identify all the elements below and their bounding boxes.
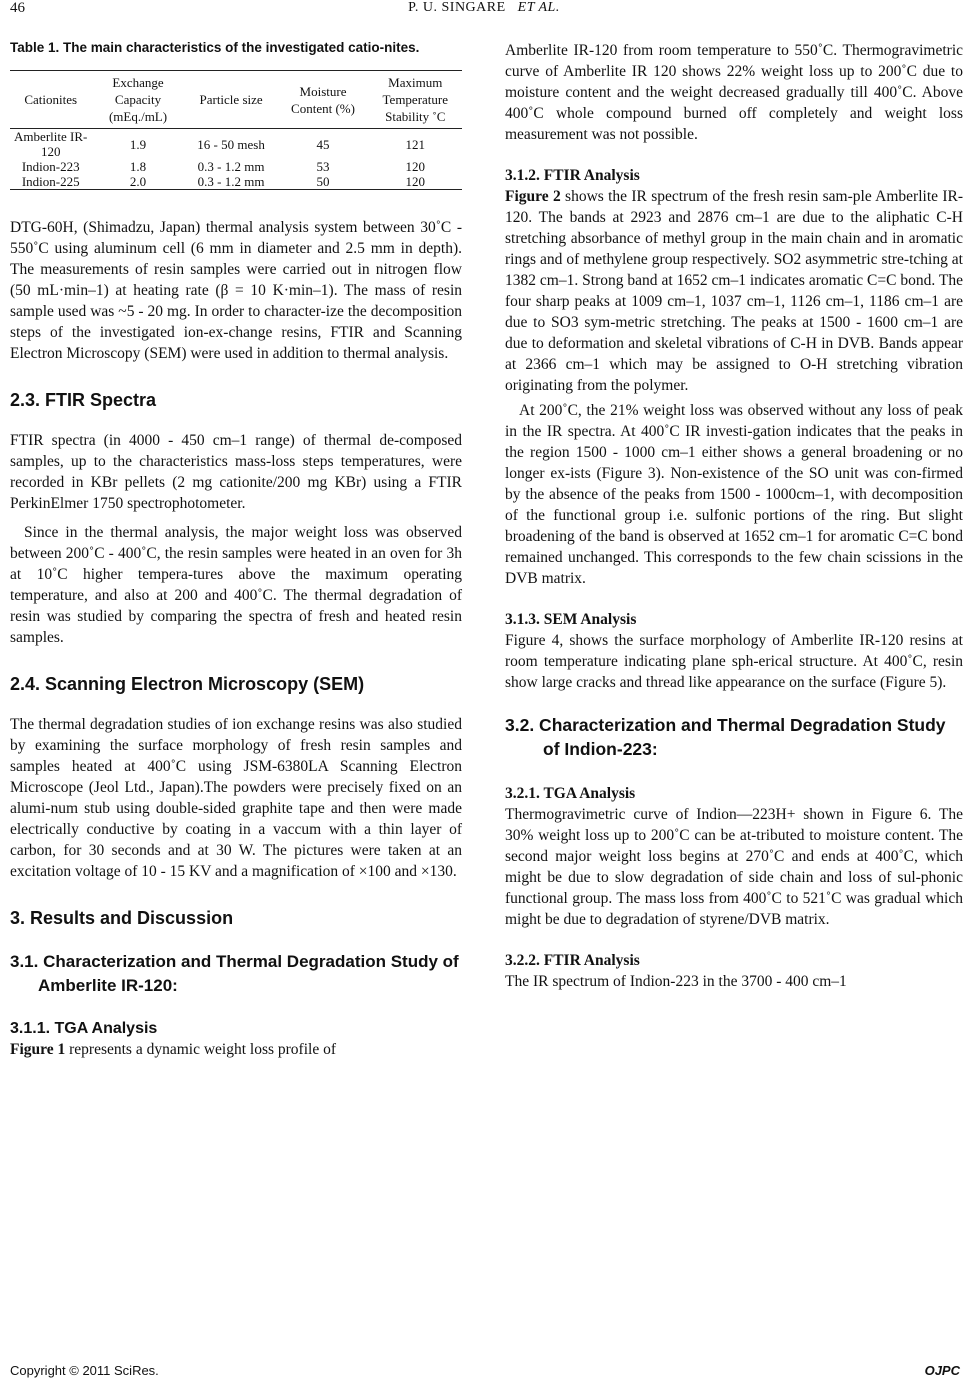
copyright-footer: Copyright © 2011 SciRes.	[10, 1363, 159, 1378]
table-cell: 0.3 - 1.2 mm	[197, 174, 265, 189]
body-paragraph: The IR spectrum of Indion-223 in the 3700 - 400 cm–1	[505, 973, 847, 990]
table-cell: 2.0	[129, 174, 147, 189]
table-cell: 53	[316, 159, 330, 174]
table-cell: 45	[316, 136, 330, 152]
table-cell: 121	[405, 136, 426, 152]
running-title: P. U. SINGARE	[408, 0, 506, 15]
body-paragraph: FTIR spectra (in 4000 - 450 cm–1 range) of thermal de-composed samples, up to the characteristics mass-loss steps temperatures, were recorded in KBr pellets (2 mg cationite/200 mg KBr) using a FTIR PerkinElmer 1750 spectrophotometer.	[10, 432, 462, 512]
subsection-heading: 3.2.2. FTIR Analysis	[505, 952, 640, 969]
journal-footer: OJPC	[924, 1363, 960, 1378]
table-row	[10, 129, 462, 160]
subsection-heading: 3.1.2. FTIR Analysis	[505, 167, 640, 184]
table-header: Exchange Capacity (mEq./mL)	[108, 75, 168, 124]
table-header: Cationites	[24, 92, 78, 107]
table-row	[10, 159, 462, 174]
table-cell: Indion-225	[21, 174, 80, 189]
section-heading: 2.3. FTIR Spectra	[10, 390, 157, 410]
table-cell: Indion-223	[21, 159, 80, 174]
table-header: Particle size	[199, 92, 263, 107]
subsection-heading: 3.1.3. SEM Analysis	[505, 611, 637, 628]
paragraph-text: represents a dynamic weight loss profile of	[65, 1041, 336, 1058]
table-cell: 120	[405, 174, 426, 189]
section-heading: 3. Results and Discussion	[10, 908, 234, 928]
figure-reference: Figure 1	[10, 1041, 66, 1058]
running-etal: ET AL.	[517, 0, 560, 15]
table-cell: 120	[405, 159, 426, 174]
table-cell: Amberlite IR-120	[14, 129, 88, 159]
table-header: Moisture Content (%)	[291, 83, 355, 116]
table-cell: 16 - 50 mesh	[197, 136, 265, 152]
right-column	[505, 40, 963, 992]
body-paragraph: Thermogravimetric curve of Indion—223H+ shown in Figure 6. The 30% weight loss up to 200˚C can be at-tributed to moisture content. The second major weight loss begins at 270˚C and ends at 400˚C, which might be due to slow degradation of side chain and loss of sul-phonic functional group. The mass loss from 400˚C to 521˚C was gradual which might be due to degradation of styrene/DVB matrix.	[505, 806, 963, 928]
page-number: 46	[10, 0, 25, 16]
paragraph-text: shows the IR spectrum of the fresh resin sam-ple Amberlite IR-120. The bands at 2923 and 2876 cm–1 are due to the aliphatic C-H stretching absorbance of methyl group in the main chain and in aromatic rings and of methylene group respectively. SO2 asymmetric stre-tching at 1382 cm–1. Strong band at 1652 cm–1 indicates aromatic C=C bond. The four sharp peaks at 1009 cm–1, 1037 cm–1, 1126 cm–1, 1186 cm–1 are due to SO3 sym-metric stretching. The peaks at 1500 - 1600 cm–1 are due to deformation and skeletal vibrations of C-H in DVB. Bands appear at 2366 cm–1 which may be assigned to O-H stretching vibration originating from the polymer.	[505, 188, 963, 394]
characteristics-table	[10, 70, 462, 190]
table-row	[10, 174, 462, 190]
subsection-heading: 3.1.1. TGA Analysis	[10, 1020, 158, 1037]
body-paragraph: Since in the thermal analysis, the major weight loss was observed between 200˚C - 400˚C, the resin samples were heated in an oven for 3h at 10˚C higher tempera-tures above the maximum operating temperature, and also at 200 and 400˚C. The thermal degradation of resin was studied by comparing the spectra of fresh and heated resin samples.	[10, 524, 462, 646]
table-caption: Table 1. The main characteristics of the investigated catio-nites.	[10, 40, 420, 55]
body-paragraph	[10, 1039, 462, 1060]
table-cell: 1.8	[129, 159, 147, 174]
table-cell: 50	[316, 174, 330, 189]
running-header	[0, 0, 968, 16]
section-heading: 2.4. Scanning Electron Microscopy (SEM)	[10, 674, 365, 694]
table-cell: 0.3 - 1.2 mm	[197, 159, 265, 174]
subsection-heading: 3.2.1. TGA Analysis	[505, 785, 636, 802]
table-header: Maximum Temperature Stability ˚C	[382, 75, 449, 124]
table-cell: 1.9	[129, 136, 147, 152]
body-paragraph	[505, 186, 963, 396]
table-header-row	[10, 71, 462, 129]
left-column	[10, 38, 462, 1060]
body-paragraph: DTG-60H, (Shimadzu, Japan) thermal analysis system between 30˚C - 550˚C using aluminum cell (6 mm in diameter and 2.5 mm in depth). The measurements of resin samples were carried out in nitrogen flow (50 mL·min–1) at heating rate (β = 10 K·min–1). The mass of resin sample used was ~5 - 20 mg. In order to character-ize the decomposition steps of the investigated ion-ex-change resins, FTIR and Scanning Electron Microscopy (SEM) were used in addition to thermal analysis.	[10, 219, 462, 362]
body-paragraph: Figure 4, shows the surface morphology of Amberlite IR-120 resins at room temperature indicating plane sph-erical structure. At 400˚C, resin show large cracks and thread like appearance on the surface (Figure 5).	[505, 632, 963, 691]
figure-reference: Figure 2	[505, 188, 561, 205]
section-heading: 3.2. Characterization and Thermal Degradation Study of Indion-223:	[505, 715, 946, 759]
body-paragraph: The thermal degradation studies of ion exchange resins was also studied by examining the surface morphology of fresh resin samples and samples heated at 400˚C using JSM-6380LA Scanning Electron Microscope (Jeol Ltd., Japan).The powders were precisely fixed on an alumi-num stub using double-sided graphite tape and then were made electrically conductive by coating in a vaccum with a thin layer of carbon, for 30 seconds and at 30 W. The pictures were taken at an excitation voltage of 10 - 15 KV and a magnification of ×100 and ×130.	[10, 716, 462, 880]
body-paragraph: At 200˚C, the 21% weight loss was observed without any loss of peak in the IR spectra. At 400˚C IR investi-gation indicates that the peaks in the region 1500 - 1000 cm–1 either shows a general broadening or no longer ex-ists (Figure 3). Non-existence of the SO unit was con-firmed by the absence of the peaks from 1500 - 1000cm–1, with decomposition of the functional group i.e. sulfonic portions of the ring. But slight broadening of the band is observed at 1652 cm–1 for aromatic C=C bond remained unchanged. This corresponds to the few chain scissions in the DVB matrix.	[505, 402, 963, 587]
section-heading: 3.1. Characterization and Thermal Degradation Study of Amberlite IR-120:	[10, 952, 459, 995]
body-paragraph: Amberlite IR-120 from room temperature to 550˚C. Thermogravimetric curve of Amberlite IR 120 shows 22% weight loss up to 200˚C due to moisture content and the weight decreased gradually till 400˚C. Above 400˚C whole compound burned off completely and weight loss measurement was not possible.	[505, 42, 963, 143]
